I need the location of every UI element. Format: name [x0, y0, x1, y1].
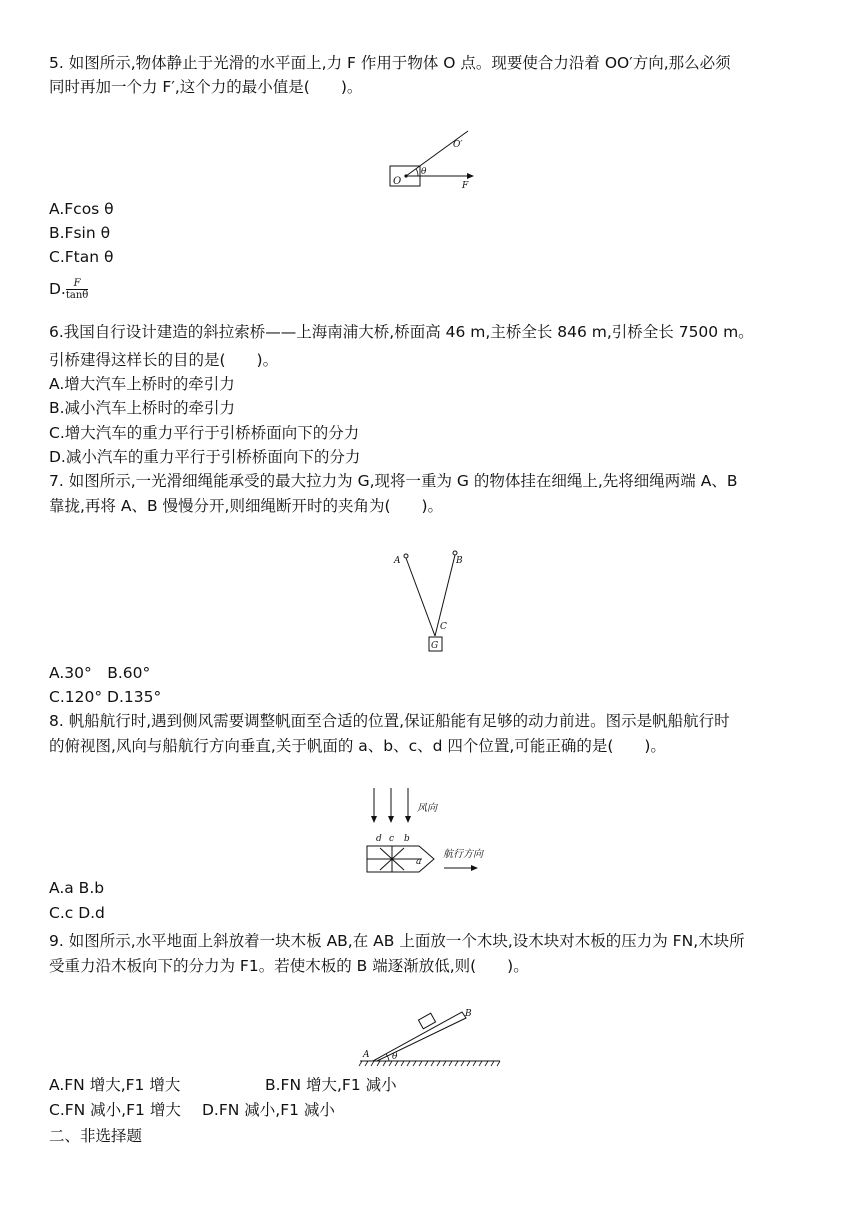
q8-stem-line1: 8. 帆船航行时,遇到侧风需要调整帆面至合适的位置,保证船能有足够的动力前进。图示是帆船航行时: [49, 712, 730, 730]
q6-stem-line1: 6.我国自行设计建造的斜拉索桥——上海南浦大桥,桥面高 46 m,主桥全长 846 m,引桥全长 7500 m。: [49, 323, 754, 341]
q6-stem-line2: 引桥建得这样长的目的是( )。: [49, 351, 279, 369]
q8-figure: [364, 786, 499, 878]
q7-options-line1: A.30° B.60°: [49, 664, 151, 682]
q5-option-d-den: tanθ: [65, 290, 89, 301]
q9-option-d: D.FN 减小,F1 减小: [202, 1101, 335, 1119]
q5-stem-line2: 同时再加一个力 F′,这个力的最小值是( )。: [49, 78, 363, 96]
q8-options-line1: A.a B.b: [49, 879, 105, 897]
q5-figure: [385, 126, 485, 192]
q7-stem-line1: 7. 如图所示,一光滑细绳能承受的最大拉力为 G,现将一重为 G 的物体挂在细绳上,先将细绳两端 A、B: [49, 472, 738, 490]
q9-label-theta: θ: [392, 1052, 398, 1062]
q8-label-d: d: [376, 834, 382, 844]
q8-label-a: a: [416, 857, 422, 867]
q5-option-d-prefix: D.: [49, 280, 66, 298]
q6-option-a: A.增大汽车上桥时的牵引力: [49, 375, 235, 393]
q6-option-b: B.减小汽车上桥时的牵引力: [49, 399, 236, 417]
q9-option-c: C.FN 减小,F1 增大: [49, 1101, 181, 1119]
q7-options-line2: C.120° D.135°: [49, 688, 162, 706]
q5-option-d-num: F: [66, 278, 88, 290]
q9-stem-line2: 受重力沿木板向下的分力为 F1。若使木板的 B 端逐渐放低,则( )。: [49, 957, 529, 975]
q8-stem-line2: 的俯视图,风向与船航行方向垂直,关于帆面的 a、b、c、d 四个位置,可能正确的是( )。: [49, 737, 666, 755]
q5-label-o: O: [393, 176, 402, 187]
q5-label-o-prime: O′: [453, 140, 463, 150]
q9-option-b: B.FN 增大,F1 减小: [265, 1076, 397, 1094]
q9-figure: [358, 1002, 503, 1070]
q5-option-d: [49, 278, 88, 301]
q5-option-a: A.Fcos θ: [49, 200, 114, 218]
q8-options-line2: C.c D.d: [49, 904, 105, 922]
q5-label-theta: θ: [421, 167, 427, 177]
q8-label-c: c: [389, 834, 395, 844]
q7-label-c: C: [440, 622, 447, 632]
q9-label-b: B: [465, 1009, 472, 1019]
q8-label-heading: 航行方向: [443, 849, 483, 860]
q8-label-b: b: [404, 834, 410, 844]
q5-stem-line1: 5. 如图所示,物体静止于光滑的水平面上,力 F 作用于物体 O 点。现要使合力沿着 OO′方向,那么必须: [49, 54, 731, 72]
q7-label-a: A: [394, 556, 401, 566]
q7-label-b: B: [456, 556, 463, 566]
q5-option-b: B.Fsin θ: [49, 224, 111, 242]
q7-label-g: G: [431, 641, 439, 651]
q8-label-wind: 风向: [417, 803, 437, 814]
q7-stem-line2: 靠拢,再将 A、B 慢慢分开,则细绳断开时的夹角为( )。: [49, 497, 444, 515]
q7-figure: [388, 546, 473, 656]
q9-option-a: A.FN 增大,F1 增大: [49, 1076, 181, 1094]
q6-option-c: C.增大汽车的重力平行于引桥桥面向下的分力: [49, 424, 360, 442]
q5-option-d-fraction: [66, 278, 88, 301]
q6-option-d: D.减小汽车的重力平行于引桥桥面向下的分力: [49, 448, 361, 466]
q5-label-f: F: [462, 181, 469, 191]
q5-option-c: C.Ftan θ: [49, 248, 114, 266]
section-heading: 二、非选择题: [49, 1127, 143, 1145]
q9-stem-line1: 9. 如图所示,水平地面上斜放着一块木板 AB,在 AB 上面放一个木块,设木块对木板的压力为 FN,木块所: [49, 932, 745, 950]
q9-label-a: A: [363, 1050, 370, 1060]
